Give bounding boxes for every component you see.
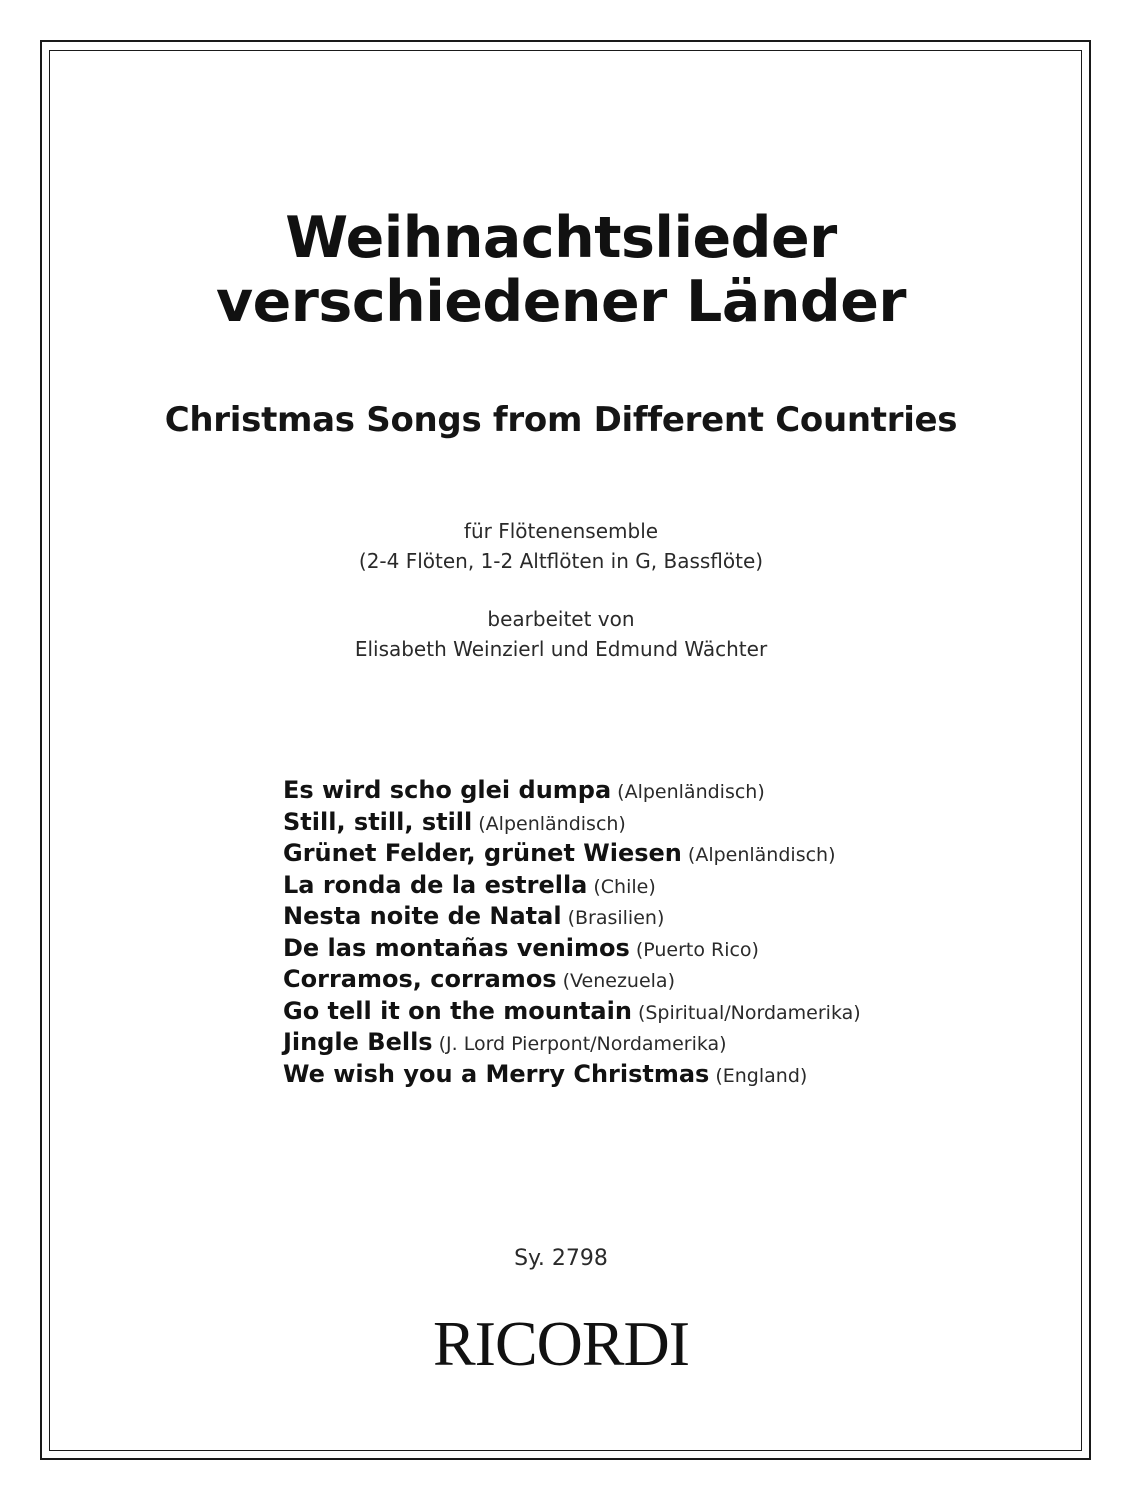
song-title: We wish you a Merry Christmas bbox=[283, 1059, 710, 1088]
song-item bbox=[283, 775, 1063, 807]
song-origin: (Puerto Rico) bbox=[635, 938, 759, 961]
title-line-1: Weihnachtslieder bbox=[285, 205, 837, 271]
song-item bbox=[283, 1027, 1063, 1059]
song-title: Jingle Bells bbox=[283, 1028, 433, 1056]
song-title: Still, still, still bbox=[283, 807, 473, 836]
song-origin: (Alpenländisch) bbox=[617, 781, 765, 803]
song-item bbox=[283, 964, 1063, 996]
page-title bbox=[0, 206, 1122, 334]
song-item bbox=[283, 901, 1063, 933]
song-title: Es wird scho glei dumpa bbox=[283, 776, 612, 804]
song-title: Grünet Felder, grünet Wiesen bbox=[283, 839, 682, 867]
song-origin: (Alpenländisch) bbox=[687, 844, 836, 866]
song-title: Nesta noite de Natal bbox=[283, 902, 562, 930]
song-origin: (Spiritual/Nordamerika) bbox=[637, 1001, 861, 1024]
song-title: La ronda de la estrella bbox=[283, 870, 588, 899]
song-origin: (Venezuela) bbox=[562, 970, 675, 992]
song-item bbox=[283, 996, 1063, 1028]
song-item bbox=[283, 933, 1063, 965]
song-title: De las montañas venimos bbox=[283, 933, 630, 962]
arrangement-credit bbox=[0, 604, 1122, 664]
instrumentation-line-1: für Flötenensemble bbox=[463, 519, 659, 543]
publisher-logo: RICORDI bbox=[432, 1308, 690, 1379]
arrangers: Elisabeth Weinzierl und Edmund Wächter bbox=[354, 637, 768, 661]
song-title: Go tell it on the mountain bbox=[283, 996, 632, 1025]
song-list bbox=[283, 775, 1063, 1090]
song-item bbox=[283, 807, 1063, 839]
song-origin: (Alpenländisch) bbox=[478, 812, 626, 835]
song-origin: (Brasilien) bbox=[567, 907, 665, 929]
arranged-by-label: bearbeitet von bbox=[487, 607, 635, 631]
catalog-number: Sy. 2798 bbox=[514, 1246, 608, 1271]
song-origin: (J. Lord Pierpont/Nordamerika) bbox=[438, 1033, 727, 1055]
title-line-2: verschiedener Länder bbox=[215, 269, 906, 335]
song-item bbox=[283, 870, 1063, 902]
instrumentation-line-2: (2-4 Flöten, 1-2 Altflöten in G, Bassflöte) bbox=[358, 549, 764, 573]
song-item bbox=[283, 1059, 1063, 1091]
song-origin: (England) bbox=[715, 1064, 808, 1087]
song-item bbox=[283, 838, 1063, 870]
instrumentation bbox=[0, 516, 1122, 576]
page-subtitle: Christmas Songs from Different Countries bbox=[164, 400, 958, 440]
song-origin: (Chile) bbox=[593, 875, 656, 898]
song-title: Corramos, corramos bbox=[283, 965, 557, 993]
